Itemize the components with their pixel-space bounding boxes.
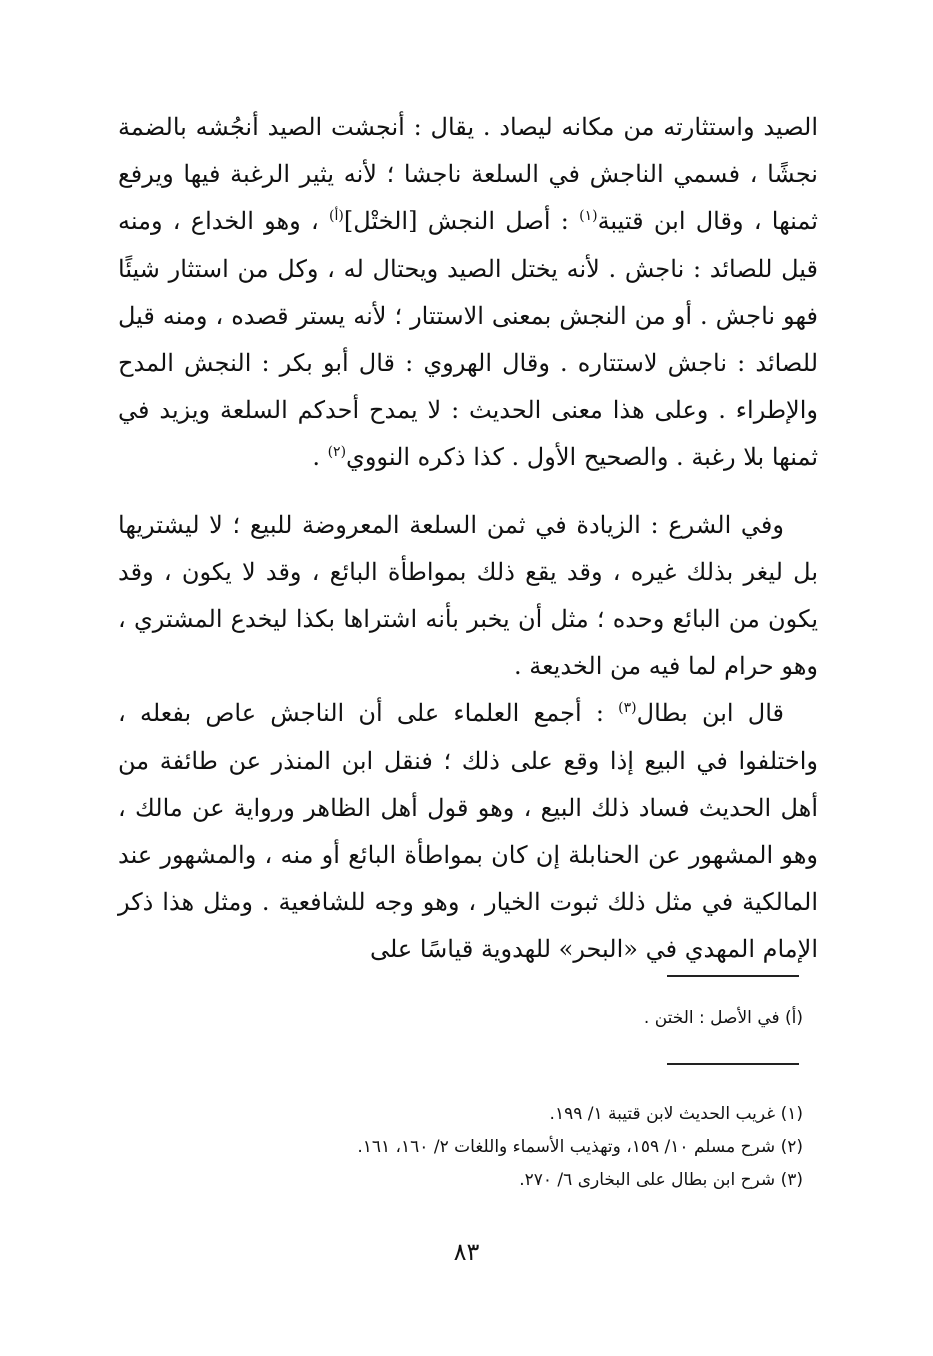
footnote-1: (١) غريب الحديث لابن قتيبة ١/ ١٩٩. xyxy=(549,1104,803,1124)
footnote-ref-3: (٣) xyxy=(618,700,637,717)
footnote-divider-numbered xyxy=(667,1063,799,1065)
footnote-3: (٣) شرح ابن بطال على البخارى ٦/ ٢٧٠. xyxy=(519,1170,803,1190)
footnote-letter-a: (أ) في الأصل : الختن . xyxy=(643,1008,803,1028)
footnote-ref-a: (أ) xyxy=(329,208,344,225)
paragraph-1-mid: : أصل النجش [الختْل] xyxy=(343,207,580,236)
paragraph-1-text: الصيد واستثارته من مكانه ليصاد . يقال : أنجشت الصيد أنجُشه بالضمة نجشًا ، فسمي الناجش في السلعة ناجشا ؛ لأنه يثير الرغبة فيها ويرفع ثمنها ، وقال ابن قتيبة xyxy=(118,113,818,236)
paragraph-3-start: قال ابن بطال xyxy=(636,699,785,728)
page-number: ٨٣ xyxy=(453,1238,480,1266)
footnote-ref-1: (١) xyxy=(579,208,598,225)
paragraph-1-tail: . xyxy=(312,443,328,472)
footnote-ref-2: (٢) xyxy=(327,444,347,461)
paragraph-3 xyxy=(118,690,818,973)
paragraph-1-end: ، وهو الخداع ، ومنه قيل للصائد : ناجش . لأنه يختل الصيد ويحتال له ، وكل من استثار شيئًا فهو ناجش . أو من النجش بمعنى الاستتار ؛ لأنه يستر قصده ، ومنه قيل للصائد : ناجش لاستتاره . وقال الهروي : قال أبو بكر : النجش المدح والإطراء . وعلى هذا معنى الحديث : لا يمدح أحدكم السلعة ويزيد في ثمنها بلا رغبة . والصحيح الأول . كذا ذكره النووي xyxy=(118,207,818,472)
footnote-2: (٢) شرح مسلم ١٠/ ١٥٩، وتهذيب الأسماء واللغات ٢/ ١٦٠، ١٦١. xyxy=(357,1137,803,1157)
main-text xyxy=(118,104,818,974)
paragraph-2: وفي الشرع : الزيادة في ثمن السلعة المعروضة للبيع ؛ لا ليشتريها بل ليغر بذلك غيره ، وقد يقع ذلك بمواطأة البائع ، وقد لا يكون ، وقد يكون من البائع وحده ؛ مثل أن يخبر بأنه اشتراها بكذا ليخدع المشتري ، وهو حرام لما فيه من الخديعة . xyxy=(118,510,819,681)
paragraph-3-text: : أجمع العلماء على أن الناجش عاص بفعله ، واختلفوا في البيع إذا وقع على ذلك ؛ فنقل ابن المنذر عن طائفة من أهل الحديث فساد ذلك البيع ، وهو قول أهل الظاهر ورواية عن مالك ، وهو المشهور عن الحنابلة إن كان بمواطأة البائع أو منه ، والمشهور عند المالكية في مثل ذلك ثبوت الخيار ، وهو وجه للشافعية . ومثل هذا ذكر الإمام المهدي في «البحر» للهدوية قياسًا على xyxy=(118,699,818,964)
footnote-divider-letter xyxy=(667,975,799,977)
footnote-list xyxy=(243,1098,803,1197)
paragraph-1 xyxy=(118,104,818,482)
